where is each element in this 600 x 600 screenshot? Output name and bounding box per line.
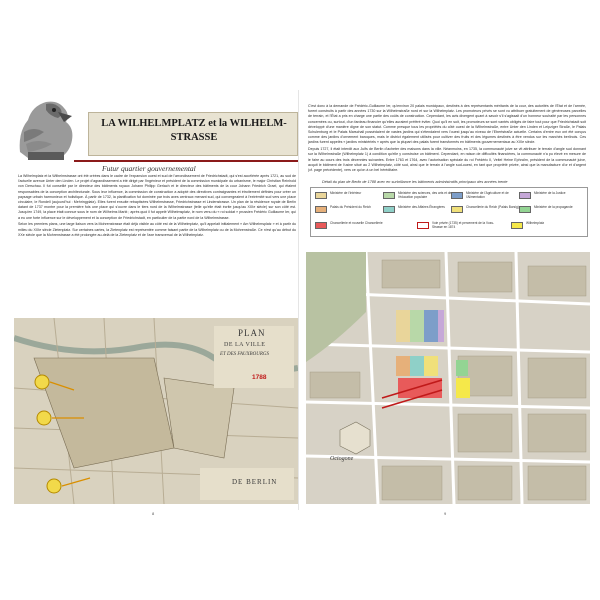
right-paragraph-2: Depuis 1727, il était interdit aux Juifs de Berlin d'acheter des maisons dans la ville. Néanmoins, en 1735, la communauté juive se vit attribuer le terrain d'angle sud donnant sur la Wilhelmstraße (Wilhelmplatz 1) à condition qu'elle y construise un bâtiment. Cependant, en raison de difficultés financières, la communauté n'a pu élevé en mesure de le faire au cours des trois décennies suivantes. Entre 1763 et 1764, avec l'autorisation spéciale du roi Frédéric II, Veitel Heine Ephraïm, président de la communauté juive, acquit le bâtiment de l'usine situé au 2 Wilhelmplatz, côté sud, ainsi que le terrain à l'angle sud-ouest, en tant que propriété privée, ainsi que la manufacture d'or et d'argent (cf. page précédente), vers ce qu'on à un bel héréditaire. (308, 147, 586, 172)
legend-label: Ministère de l'Agriculture et de l'Alimentation (466, 191, 509, 199)
map-title-berlin: DE BERLIN (232, 478, 278, 486)
legend-swatch (383, 206, 395, 213)
right-paragraph-1: C'est donc à la demande de Frédéric-Guillaume Ier, qu'environ 20 palais municipaux, destinés à des représentants méritants de la cour, des autorités de l'État et de l'armée, furent construits à partir des années 1730 sur la Wilhelmstraße nord et sur la Wilhelmplatz. Les promoteurs privés se sont vu attribuer gratuitement de généreuses parcelles de terrain, et l'État a pris en charge une partie des coûts de construction. Cependant, les avis divergent quant à savoir s'il s'agissait d'un honneur souhaité par les personnes concernées ou, surtout, d'un fardeau financier qu'elles auraient préféré éviter. Quoi qu'il en soit, les promoteurs se sont vantés obligés de faire tout pour que Friedrichstadt soit développé d'une manière digne de son statut. Comme presque tous les propriétés du côté ouest de la Wilhelmstraße, entre Unter den Linden et Leipziger Straße, le Palais Schulenburg et le Palais Marschall possédaient de vastes jardins qui s'étendaient vers l'ouest jusqu'au niveau de l'Ebertstraße actuelle. Certains d'entre eux ont été conçus comme des jardins d'ornement baroques, mais le district également utilisés pour cultiver des fruits et des légumes destinés à être vendus sur les marchés berlinois. Ces jardins furent appelés « jardins ministériels » après que la plupart des palais furent transformés en bâtiments gouvernementaux au XIXe siècle. (308, 104, 586, 145)
right-page (306, 90, 590, 516)
legend-title: Détail du plan de Berlin de 1788 avec en surbrillance les bâtiments administratifs principaux des années trente (322, 180, 508, 184)
map-legend (308, 180, 588, 238)
legend-swatch (417, 222, 429, 229)
left-paragraph-2: Selon les premiers plans, une large liaison vers la Mohrenstrasse était déjà visible au côté est de la Wilhelmplatz, qu'il appelait initialement « Am Wilhelmsplatz » et à partir du milieu du XIXe siècle Zietenplatz. Sur certaines cartes, la Zietenplatz est représentée comme faisant partie de la Wilhelmplatz ou de la Mohrenstraße. Ce n'est qu'au début du XXe siècle que la Mohrenstrasse a été prolongée au-delà de la Zietenplatz et de l'axe transversal de la Wilhelmplatz. (18, 222, 296, 237)
title-rule (74, 160, 298, 162)
legend-box (310, 187, 588, 237)
legend-swatch (315, 206, 327, 213)
berlin-1788-map (14, 318, 298, 504)
legend-swatch (383, 192, 395, 199)
legend-label: Chancellerie du Reich (Palais Borsig) (466, 205, 519, 209)
eagle-sculpture-image (14, 92, 82, 162)
chapter-title-box (88, 112, 298, 156)
legend-label: Palais du Président du Reich (330, 205, 371, 209)
chapter-title: LA WILHELMPLATZ et la WILHELM-STRASSE (101, 118, 287, 143)
map-label-octogone: Octogone (330, 456, 354, 462)
legend-label: Ministère des sciences, des arts et de l'éducation populaire (398, 191, 452, 199)
map-title-ville: DE LA VILLE (224, 342, 266, 348)
legend-swatch (511, 222, 523, 229)
map-year: 1788 (252, 374, 267, 381)
legend-label: Voie privée (1735) et percement de la Voss-Strasse en 1874 (432, 221, 495, 229)
legend-swatch (451, 192, 463, 199)
left-body-text (18, 174, 296, 314)
legend-label: Ministère de l'Intérieur (330, 191, 362, 195)
legend-swatch (315, 192, 327, 199)
left-paragraph-1: La Wilhelmplatz et la Wilhelmstrasse ont été créées dans le cadre de l'expansion ouest et sud de l'arrondissement de Friedrichstadt, qui s'est accélérée après 1721, au sud de l'actuelle avenue Unter den Linden. Le projet d'agrandissement a été dirigé par l'ingénieur et président de la commission municipale du urbanisme, le major Christian Reinhold von Derschau. Il fut conseillé par le directeur des bâtiments royaux Johann Philipp Gerlach et le directeur des bâtiments de la cour Johann Friedrich Grael, qui étaient responsables de la conception architecturale. Sous leur influence, la commission de construction a adopté des directives contraignantes et étroitement définies pour créer un paysage urbain harmonieux et holistique. À partir de 1732, la planification fut dominée par trois axes centraux menant sud, qui convergeaient à l'extrémité sud vers une place circulaire, le Rondell (aujourd'hui : Mehringplatz). Elles furent ensuite rebaptisées Wilhelmstrasse, Friedrichstrasse et Lindenstrasse. Un plan de la résidence royale de Berlin datant de 1737 montre pour la première fois une place qui s'ouvre dans le tiers nord de la Wilhelmstrasse (telle qu'elle était écrite jusqu'au XIXe siècle) sur son côté est. Jusqu'en 1749, la place était connue sous le nom de Wilhelms Markt ; après quoi il fut appelé Wilhelmsplatz, le nom venu du « roi soldat » prussien Frédéric Guillaume Ier, qui a eu une forte influence sur le développement et la conception de Friedrichstadt, en particulier de la partie nord de la Wilhelmstrasse. (18, 174, 296, 220)
chapter-subtitle: Futur quartier gouvernemental (102, 164, 196, 173)
legend-label: Wilhelmplatz (526, 221, 545, 225)
legend-swatch (519, 206, 531, 213)
page-number-left: 8 (152, 511, 155, 516)
wilhelmstrasse-detail-map (306, 252, 590, 504)
book-gutter (298, 90, 299, 510)
legend-label: Ministère des Affaires Étrangères (398, 205, 445, 209)
left-page (14, 90, 298, 516)
legend-swatch (315, 222, 327, 229)
legend-label: Ministère de la Justice (534, 191, 566, 195)
map-title-plan: PLAN (238, 328, 266, 338)
map-title-fauxbourgs: ET DES FAUXBOURGS (220, 352, 269, 357)
legend-label: Ministère de la propagande (534, 205, 573, 209)
legend-swatch (519, 192, 531, 199)
legend-label: Chancellerie et nouvelle Chancellerie (330, 221, 383, 225)
page-number-right: 9 (444, 511, 447, 516)
legend-swatch (451, 206, 463, 213)
right-body-text (308, 104, 586, 178)
